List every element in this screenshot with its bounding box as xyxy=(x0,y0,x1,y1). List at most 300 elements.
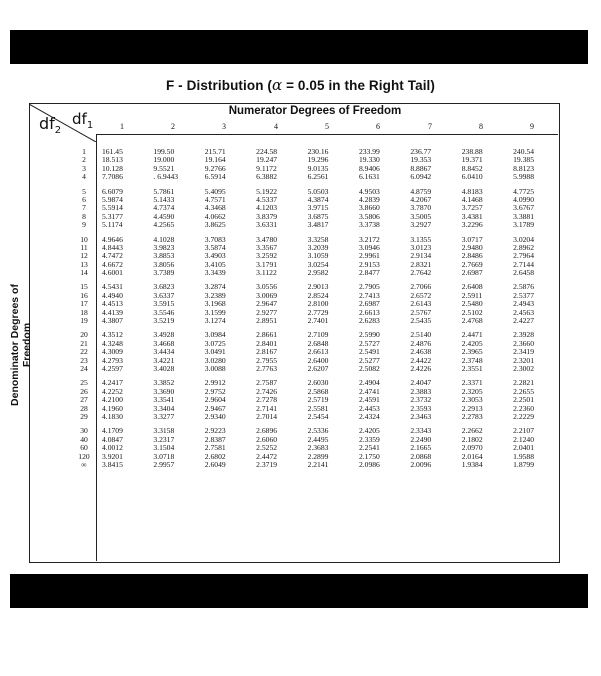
f-critical-value: 3.7257 xyxy=(461,203,483,213)
f-critical-value: 3.5005 xyxy=(410,211,432,221)
f-critical-value: 2.8486 xyxy=(461,251,483,261)
f-critical-value: 2.5480 xyxy=(461,299,483,309)
df2-value: 18 xyxy=(80,307,88,317)
f-critical-value: 4.1468 xyxy=(461,194,483,204)
f-critical-value: 2.3593 xyxy=(410,403,432,413)
f-critical-value: 3.0280 xyxy=(204,355,226,365)
f-critical-value: 2.9153 xyxy=(358,259,380,269)
f-critical-value: 3.3158 xyxy=(153,426,175,436)
f-critical-value: 215.71 xyxy=(204,147,226,156)
f-critical-value: 2.8100 xyxy=(307,299,329,309)
f-critical-value: 6.5914 xyxy=(204,172,226,182)
f-critical-value: 2.7587 xyxy=(256,378,278,388)
f-critical-value: 2.6408 xyxy=(461,282,483,292)
f-critical-value: 2.2229 xyxy=(513,411,535,421)
f-critical-value: 4.1709 xyxy=(102,426,123,436)
f-critical-value: 2.5767 xyxy=(410,307,432,317)
f-critical-value: 2.0164 xyxy=(461,451,483,461)
f-critical-value: 2.9604 xyxy=(204,395,226,405)
f-critical-value: 5.9874 xyxy=(102,194,123,204)
f-critical-value: 2.9340 xyxy=(204,411,226,421)
f-critical-value: 2.7426 xyxy=(256,386,278,396)
f-critical-value: 2.2662 xyxy=(461,426,483,436)
f-critical-value: 2.9480 xyxy=(461,242,483,252)
f-critical-value: 2.5876 xyxy=(513,282,535,292)
title-suffix: = 0.05 in the Right Tail) xyxy=(282,78,435,93)
f-critical-value: 2.4227 xyxy=(513,316,535,326)
f-critical-value: 4.2565 xyxy=(153,220,175,230)
title-prefix: F - Distribution ( xyxy=(165,78,273,93)
denominator-heading: Denominator Degrees of Freedom xyxy=(9,284,33,406)
f-critical-value: 2.5377 xyxy=(513,290,535,300)
f-critical-value: 2.8524 xyxy=(307,290,329,300)
f-critical-value: 2.5990 xyxy=(358,330,380,340)
f-critical-value: 2.9961 xyxy=(358,251,380,261)
df2-value: 7 xyxy=(82,203,86,213)
df2-value: 25 xyxy=(80,378,88,388)
f-critical-value: 2.7144 xyxy=(513,259,535,269)
f-critical-value: 3.4668 xyxy=(153,338,175,348)
df2-value: 11 xyxy=(80,242,88,252)
f-critical-value: 2.9223 xyxy=(204,426,226,436)
f-critical-value: . 6.9443 xyxy=(153,172,179,182)
f-critical-value: 9.1172 xyxy=(256,163,277,173)
f-critical-value: 2.4591 xyxy=(358,395,380,405)
f-critical-value: 3.1122 xyxy=(256,268,277,278)
f-critical-value: 2.4741 xyxy=(358,386,380,396)
df2-value: 30 xyxy=(80,426,88,436)
f-critical-value: 2.2541 xyxy=(358,443,380,453)
f-critical-value: 2.9957 xyxy=(153,459,175,469)
f-critical-value: 5.1922 xyxy=(256,186,278,196)
f-critical-value: 2.7109 xyxy=(307,330,329,340)
f-critical-value: 4.5431 xyxy=(102,282,123,292)
f-critical-value: 3.4381 xyxy=(461,211,483,221)
f-critical-value: 2.6207 xyxy=(307,363,329,373)
df2-value: 9 xyxy=(82,220,86,230)
f-critical-value: 2.2899 xyxy=(307,451,329,461)
row-group xyxy=(74,427,557,469)
f-critical-value: 2.5252 xyxy=(256,443,278,453)
col-header: 7 xyxy=(428,122,432,131)
f-critical-value: 3.0946 xyxy=(358,242,380,252)
f-critical-value: 2.6060 xyxy=(256,434,278,444)
f-critical-value: 2.7964 xyxy=(513,251,535,261)
f-critical-value: 2.6987 xyxy=(358,299,380,309)
f-critical-value: 3.8056 xyxy=(153,259,175,269)
f-critical-value: 4.1203 xyxy=(256,203,278,213)
f-critical-value: 4.9646 xyxy=(102,234,123,244)
f-critical-value: 2.4471 xyxy=(461,330,483,340)
df2-value: 29 xyxy=(80,411,88,421)
f-critical-value: 2.7401 xyxy=(307,316,329,326)
f-critical-value: 3.3881 xyxy=(513,211,535,221)
f-critical-value: 3.2172 xyxy=(358,234,380,244)
f-critical-value: 3.6337 xyxy=(153,290,175,300)
f-critical-value: 3.2874 xyxy=(204,282,226,292)
f-critical-value: 3.6767 xyxy=(513,203,535,213)
f-critical-value: 2.8167 xyxy=(256,347,278,357)
f-critical-value: 2.3551 xyxy=(461,363,483,373)
f-critical-value: 2.3660 xyxy=(513,338,535,348)
f-critical-value: 3.7083 xyxy=(204,234,226,244)
df2-value: 4 xyxy=(82,172,86,182)
f-critical-value: 3.1791 xyxy=(256,259,278,269)
f-critical-value: 4.2067 xyxy=(410,194,432,204)
f-critical-value: 19.385 xyxy=(513,155,535,165)
bottom-black-bar xyxy=(10,574,588,608)
f-critical-value: 2.5336 xyxy=(307,426,329,436)
f-critical-value: 2.2783 xyxy=(461,411,483,421)
row-group xyxy=(74,283,557,325)
f-critical-value: 1.9384 xyxy=(461,459,483,469)
f-critical-value: 4.2597 xyxy=(102,363,123,373)
df2-value: 12 xyxy=(80,251,88,261)
df2-value: 6 xyxy=(82,194,86,204)
f-critical-value: 2.6283 xyxy=(358,316,380,326)
f-critical-value: 2.9277 xyxy=(256,307,278,317)
f-critical-value: 2.8661 xyxy=(256,330,278,340)
df2-value: ∞ xyxy=(81,459,87,469)
f-critical-value: 2.5719 xyxy=(307,395,329,405)
col-header: 2 xyxy=(171,122,175,131)
f-critical-value: 2.3419 xyxy=(513,347,535,357)
f-critical-value: 3.1059 xyxy=(307,251,329,261)
f-critical-value: 3.5874 xyxy=(204,242,226,252)
f-critical-value: 3.2039 xyxy=(307,242,329,252)
f-critical-value: 2.9013 xyxy=(307,282,329,292)
f-critical-value: 3.4221 xyxy=(153,355,175,365)
f-critical-value: 2.0986 xyxy=(358,459,380,469)
df2-value: 23 xyxy=(80,355,88,365)
col-header: 6 xyxy=(376,122,380,131)
f-critical-value: 4.3807 xyxy=(102,316,123,326)
f-critical-value: 3.2927 xyxy=(410,220,432,230)
f-critical-value: 2.4453 xyxy=(358,403,380,413)
f-critical-value: 3.1274 xyxy=(204,316,226,326)
f-critical-value: 3.8625 xyxy=(204,220,226,230)
f-critical-value: 8.8123 xyxy=(513,163,535,173)
f-critical-value: 2.2501 xyxy=(513,395,535,405)
table-row xyxy=(74,173,557,181)
f-critical-value: 4.5337 xyxy=(256,194,278,204)
f-critical-value: 3.1504 xyxy=(153,443,175,453)
df2-value: 2 xyxy=(82,155,86,165)
f-critical-value: 8.8452 xyxy=(461,163,483,173)
f-critical-value: 4.9503 xyxy=(358,186,380,196)
row-group xyxy=(74,331,557,373)
f-critical-value: 238.88 xyxy=(461,147,483,156)
f-critical-value: 19.371 xyxy=(461,155,483,165)
df2-value: 1 xyxy=(82,147,86,156)
f-critical-value: 240.54 xyxy=(513,147,535,156)
f-critical-value: 2.9912 xyxy=(204,378,226,388)
f-critical-value: 3.8379 xyxy=(256,211,278,221)
f-critical-value: 3.0123 xyxy=(410,242,432,252)
f-critical-value: 2.7141 xyxy=(256,403,278,413)
f-critical-value: 2.2821 xyxy=(513,378,535,388)
f-critical-value: 233.99 xyxy=(358,147,380,156)
df1-subscript: 1 xyxy=(86,120,94,131)
f-critical-value: 5.7861 xyxy=(153,186,175,196)
f-critical-value: 4.6672 xyxy=(102,259,123,269)
f-critical-value: 1.8799 xyxy=(513,459,535,469)
f-critical-value: 3.4105 xyxy=(204,259,226,269)
f-critical-value: 2.8321 xyxy=(410,259,432,269)
df2-value: 21 xyxy=(80,338,88,348)
f-critical-value: 4.4940 xyxy=(102,290,123,300)
f-critical-value: 4.2100 xyxy=(102,395,123,405)
col-header: 1 xyxy=(120,122,124,131)
f-critical-value: 3.0718 xyxy=(153,451,175,461)
df2-value: 24 xyxy=(80,363,88,373)
f-critical-value: 2.5491 xyxy=(358,347,380,357)
df2-subscript: 2 xyxy=(54,125,62,137)
f-critical-value: 2.0868 xyxy=(410,451,432,461)
table-row xyxy=(74,461,557,469)
f-value-grid xyxy=(74,148,557,475)
f-critical-value: 6.1631 xyxy=(358,172,380,182)
f-critical-value: 3.3690 xyxy=(153,386,175,396)
table-title xyxy=(0,76,601,94)
df2-value: 120 xyxy=(78,451,90,461)
f-critical-value: 19.164 xyxy=(204,155,226,165)
f-critical-value: 6.3882 xyxy=(256,172,278,182)
f-critical-value: 2.3463 xyxy=(410,411,432,421)
f-critical-value: 3.8853 xyxy=(153,251,175,261)
f-critical-value: 3.4434 xyxy=(153,347,175,357)
top-black-bar xyxy=(10,30,588,64)
f-critical-value: 3.9715 xyxy=(307,203,329,213)
f-critical-value: 2.0096 xyxy=(410,459,432,469)
f-critical-value: 2.4047 xyxy=(410,378,432,388)
col-header: 5 xyxy=(325,122,329,131)
f-critical-value: 10.128 xyxy=(102,163,123,173)
f-critical-value: 3.9201 xyxy=(102,451,123,461)
f-critical-value: 4.4513 xyxy=(102,299,123,309)
col-header: 8 xyxy=(479,122,483,131)
f-critical-value: 2.8962 xyxy=(513,242,535,252)
f-critical-value: 3.4780 xyxy=(256,234,278,244)
f-critical-value: 3.4817 xyxy=(307,220,329,230)
f-critical-value: 4.3248 xyxy=(102,338,123,348)
f-critical-value: 5.1174 xyxy=(102,220,123,230)
df2-value: 26 xyxy=(80,386,88,396)
f-critical-value: 2.2360 xyxy=(513,403,535,413)
f-critical-value: 18.513 xyxy=(102,155,123,165)
f-critical-value: 2.3732 xyxy=(410,395,432,405)
f-critical-value: 4.3512 xyxy=(102,330,123,340)
f-critical-value: 9.5521 xyxy=(153,163,175,173)
f-critical-value: 4.2252 xyxy=(102,386,123,396)
f-critical-value: 2.7642 xyxy=(410,268,432,278)
f-critical-value: 2.4768 xyxy=(461,316,483,326)
f-critical-value: 4.3468 xyxy=(204,203,226,213)
f-critical-value: 6.2561 xyxy=(307,172,329,182)
f-critical-value: 9.2766 xyxy=(204,163,226,173)
f-critical-value: 3.2296 xyxy=(461,220,483,230)
f-critical-value: 2.6613 xyxy=(358,307,380,317)
alpha-symbol: α xyxy=(272,76,283,94)
header-divider xyxy=(96,134,558,135)
f-critical-value: 3.6823 xyxy=(153,282,175,292)
f-critical-value: 3.0069 xyxy=(256,290,278,300)
f-critical-value: 2.3205 xyxy=(461,386,483,396)
df2-value: 40 xyxy=(80,434,88,444)
f-critical-value: 4.2417 xyxy=(102,378,123,388)
f-critical-value: 236.77 xyxy=(410,147,432,156)
f-critical-value: 2.7413 xyxy=(358,290,380,300)
f-critical-value: 5.5914 xyxy=(102,203,123,213)
f-critical-value: 3.0204 xyxy=(513,234,535,244)
df2-value: 13 xyxy=(80,259,88,269)
f-critical-value: 3.0725 xyxy=(204,338,226,348)
f-critical-value: 2.6896 xyxy=(256,426,278,436)
f-critical-value: 4.7725 xyxy=(513,186,535,196)
f-critical-value: 3.2592 xyxy=(256,251,278,261)
f-critical-value: 5.0503 xyxy=(307,186,329,196)
f-critical-value: 2.7581 xyxy=(204,443,226,453)
f-critical-value: 2.5727 xyxy=(358,338,380,348)
f-critical-value: 2.6030 xyxy=(307,378,329,388)
f-critical-value: 2.4495 xyxy=(307,434,329,444)
f-critical-value: 2.6572 xyxy=(410,290,432,300)
f-critical-value: 4.2839 xyxy=(358,194,380,204)
column-headers xyxy=(96,122,558,134)
f-critical-value: 4.3874 xyxy=(307,194,329,204)
f-critical-value: 2.1750 xyxy=(358,451,380,461)
f-critical-value: 3.2389 xyxy=(204,290,226,300)
df2-value: 17 xyxy=(80,299,88,309)
f-critical-value: 2.5911 xyxy=(461,290,483,300)
df1-text: df xyxy=(72,110,87,128)
f-critical-value: 2.6143 xyxy=(410,299,432,309)
f-critical-value: 2.3359 xyxy=(358,434,380,444)
f-critical-value: 3.7870 xyxy=(410,203,432,213)
f-critical-value: 2.0970 xyxy=(461,443,483,453)
f-critical-value: 2.7905 xyxy=(358,282,380,292)
f-critical-value: 2.8387 xyxy=(204,434,226,444)
f-critical-value: 6.6079 xyxy=(102,186,123,196)
f-critical-value: 3.3258 xyxy=(307,234,329,244)
df2-value: 8 xyxy=(82,211,86,221)
f-critical-value: 19.247 xyxy=(256,155,278,165)
f-critical-value: 2.8401 xyxy=(256,338,278,348)
f-critical-value: 2.7066 xyxy=(410,282,432,292)
f-critical-value: 3.3852 xyxy=(153,378,175,388)
f-critical-value: 5.1433 xyxy=(153,194,175,204)
f-critical-value: 3.5546 xyxy=(153,307,175,317)
f-critical-value: 2.7763 xyxy=(256,363,278,373)
df1-label xyxy=(72,110,93,131)
f-critical-value: 2.7955 xyxy=(256,355,278,365)
df2-value: 60 xyxy=(80,443,88,453)
f-critical-value: 3.5219 xyxy=(153,316,175,326)
f-critical-value: 3.5915 xyxy=(153,299,175,309)
f-critical-value: 4.7374 xyxy=(153,203,175,213)
f-critical-value: 4.0012 xyxy=(102,443,123,453)
f-critical-value: 5.3177 xyxy=(102,211,123,221)
f-critical-value: 2.3002 xyxy=(513,363,535,373)
f-critical-value: 2.2141 xyxy=(307,459,329,469)
f-critical-value: 2.4638 xyxy=(410,347,432,357)
f-critical-value: 2.2107 xyxy=(513,426,535,436)
f-critical-value: 3.3277 xyxy=(153,411,175,421)
f-critical-value: 4.8183 xyxy=(461,186,483,196)
f-critical-value: 3.0717 xyxy=(461,234,483,244)
f-critical-value: 5.4095 xyxy=(204,186,226,196)
f-critical-value: 2.2655 xyxy=(513,386,535,396)
table-row xyxy=(74,317,557,325)
f-critical-value: 2.2913 xyxy=(461,403,483,413)
f-critical-value: 161.45 xyxy=(102,147,123,156)
f-critical-value: 4.1028 xyxy=(153,234,175,244)
df2-value: 19 xyxy=(80,316,88,326)
f-critical-value: 3.4903 xyxy=(204,251,226,261)
f-critical-value: 5.9988 xyxy=(513,172,535,182)
f-critical-value: 2.5868 xyxy=(307,386,329,396)
f-critical-value: 9.0135 xyxy=(307,163,329,173)
f-critical-value: 230.16 xyxy=(307,147,329,156)
f-critical-value: 2.9582 xyxy=(307,268,329,278)
df2-value: 15 xyxy=(80,282,88,292)
f-critical-value: 2.3748 xyxy=(461,355,483,365)
f-critical-value: 3.2317 xyxy=(153,434,175,444)
f-critical-value: 19.330 xyxy=(358,155,380,165)
f-critical-value: 2.6049 xyxy=(204,459,226,469)
f-critical-value: 2.5102 xyxy=(461,307,483,317)
f-critical-value: 2.4324 xyxy=(358,411,380,421)
f-critical-value: 2.7669 xyxy=(461,259,483,269)
f-critical-value: 2.4422 xyxy=(410,355,432,365)
df2-value: 22 xyxy=(80,347,88,357)
table-row xyxy=(74,269,557,277)
f-critical-value: 2.3201 xyxy=(513,355,535,365)
f-critical-value: 4.8443 xyxy=(102,242,123,252)
f-critical-value: 1.9588 xyxy=(513,451,535,461)
f-critical-value: 4.2793 xyxy=(102,355,123,365)
df2-value: 14 xyxy=(80,268,88,278)
f-critical-value: 4.1960 xyxy=(102,403,123,413)
f-critical-value: 19.353 xyxy=(410,155,432,165)
f-critical-value: 2.6802 xyxy=(204,451,226,461)
f-critical-value: 2.6458 xyxy=(513,268,535,278)
df2-value: 3 xyxy=(82,163,86,173)
f-critical-value: 3.9823 xyxy=(153,242,175,252)
f-critical-value: 2.8477 xyxy=(358,268,380,278)
f-critical-value: 2.4904 xyxy=(358,378,380,388)
f-critical-value: 4.7571 xyxy=(204,194,226,204)
f-critical-value: 3.0254 xyxy=(307,259,329,269)
f-critical-value: 2.3343 xyxy=(410,426,432,436)
f-critical-value: 2.5454 xyxy=(307,411,329,421)
f-critical-value: 199.50 xyxy=(153,147,175,156)
f-critical-value: 2.8951 xyxy=(256,316,278,326)
f-critical-value: 4.0990 xyxy=(513,194,535,204)
f-critical-value: 3.1789 xyxy=(513,220,535,230)
f-critical-value: 4.7472 xyxy=(102,251,123,261)
f-critical-value: 2.6987 xyxy=(461,268,483,278)
f-critical-value: 3.8415 xyxy=(102,459,123,469)
df2-text: df xyxy=(39,114,55,133)
df2-value: 16 xyxy=(80,290,88,300)
f-critical-value: 6.0942 xyxy=(410,172,432,182)
f-critical-value: 4.0662 xyxy=(204,211,226,221)
f-critical-value: 4.4590 xyxy=(153,211,175,221)
f-critical-value: 2.4205 xyxy=(358,426,380,436)
f-critical-value: 2.3371 xyxy=(461,378,483,388)
df2-label xyxy=(39,114,61,136)
